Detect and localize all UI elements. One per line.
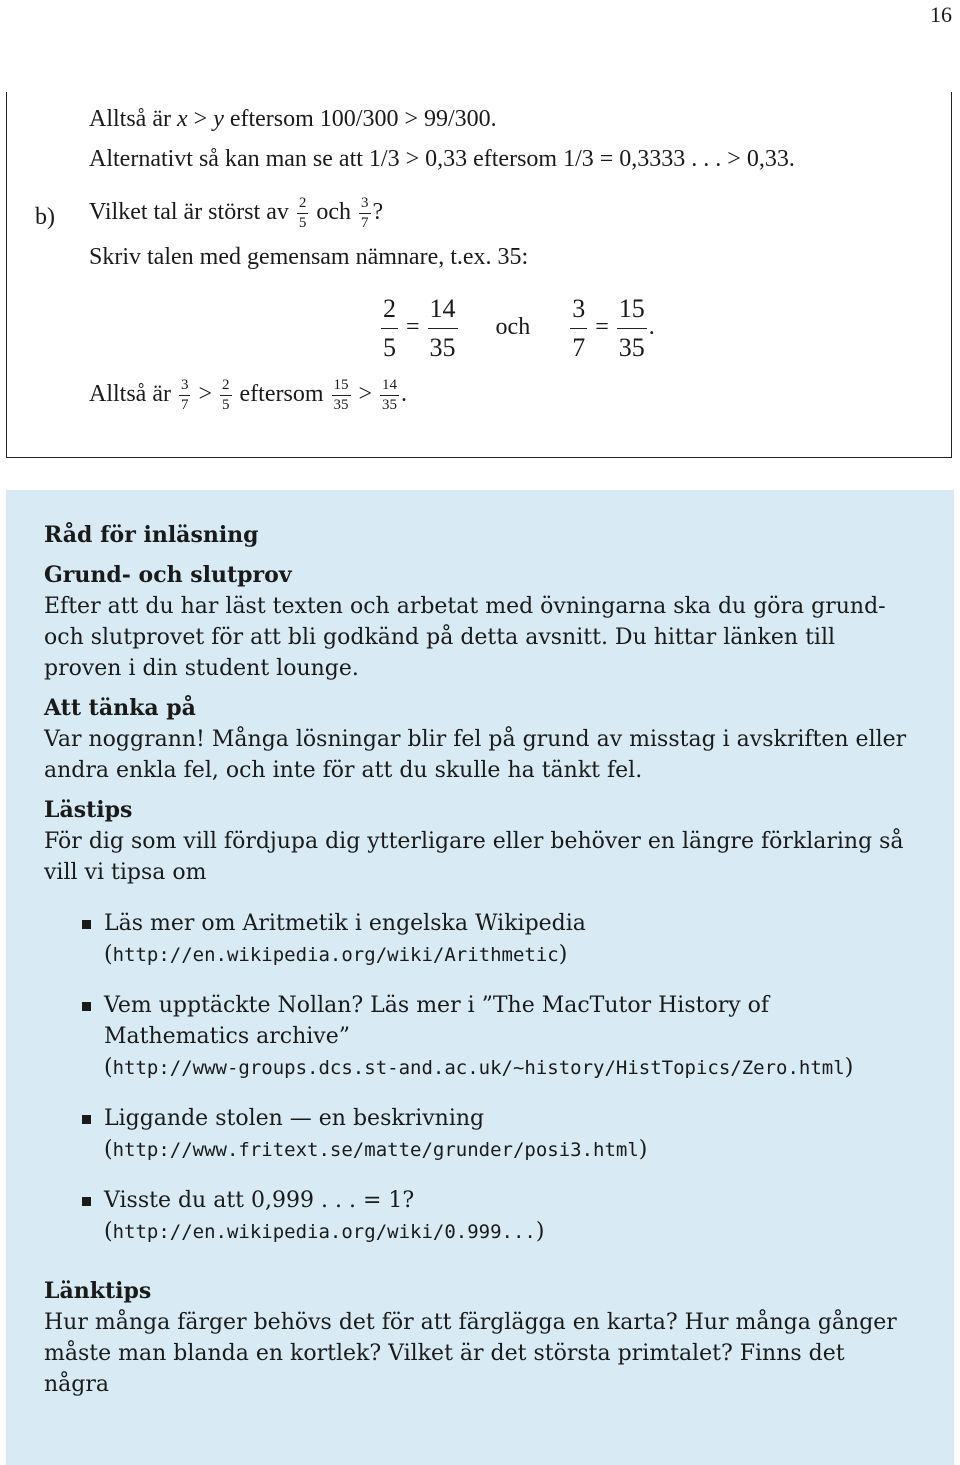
- fraction: $\frac{3}{7}$: [572, 294, 586, 362]
- fraction: $\frac{15}{35}$: [333, 377, 349, 413]
- text-och: och: [495, 314, 531, 341]
- equals-sign: =: [595, 314, 609, 341]
- equals-sign: =: [406, 314, 420, 341]
- var-y: y: [213, 106, 224, 132]
- reading-tips-list: [44, 908, 916, 1248]
- text: Alltså är: [89, 106, 177, 132]
- conclusion-line: [89, 378, 407, 413]
- tip-text: Vem upptäckte Nollan? Läs mer i ”The MacTutor History of Mathematics archive”: [104, 993, 770, 1049]
- fraction: $\frac{2}{5}$: [383, 294, 396, 362]
- hint-line: Skriv talen med gemensam nämnare, t.ex. 35:: [89, 244, 529, 270]
- section-heading-reading: Lästips: [44, 797, 133, 823]
- bullet-square-icon: [82, 1115, 91, 1124]
- list-item: Liggande stolen — en beskrivning (http://www.fritext.se/matte/grunder/posi3.html): [104, 1103, 916, 1166]
- list-item: Läs mer om Aritmetik i engelska Wikipedia (http://en.wikipedia.org/wiki/Arithmetic): [104, 908, 916, 971]
- section-text-links: Hur många färger behövs det för att färglägga en karta? Hur många gånger måste man blanda en kortlek? Vilket är det största primtalet? Finns det några: [44, 1310, 897, 1397]
- section-heading-think: Att tänka på: [44, 695, 196, 721]
- var-x: x: [176, 106, 188, 132]
- solution-line-1: [89, 106, 497, 133]
- section-text-reading: För dig som vill fördjupa dig ytterligare eller behöver en längre förklaring så vill vi tipsa om: [44, 829, 904, 885]
- text: >: [192, 381, 219, 408]
- list-item: Visste du att 0,999 . . . = 1? (http://en.wikipedia.org/wiki/0.999...): [104, 1185, 916, 1248]
- section-heading-exam: Grund- och slutprov: [44, 562, 292, 588]
- fraction: $\frac{14}{35}$: [429, 294, 456, 362]
- text: .: [401, 381, 408, 408]
- bullet-square-icon: [82, 920, 91, 929]
- part-b-label: b): [35, 204, 55, 230]
- text: >: [187, 106, 214, 132]
- section-heading-links: Länktips: [44, 1278, 152, 1304]
- list-item: Vem upptäckte Nollan? Läs mer i ”The MacTutor History of Mathematics archive” (http://www-groups.dcs.st-and.ac.uk/~history/HistTopics/Zero.html): [104, 990, 916, 1084]
- fraction: $\frac{2}{5}$: [222, 377, 230, 413]
- solution-line-2: Alternativt så kan man se att 1/3 > 0,33 eftersom 1/3 = 0,3333 . . . > 0,33.: [89, 146, 795, 172]
- advice-box: [6, 490, 954, 1465]
- text: och: [310, 199, 357, 226]
- solution-box: [6, 92, 952, 458]
- page-number: 16: [930, 2, 952, 27]
- part-b-question: [89, 196, 383, 231]
- fraction: $\frac{15}{35}$: [618, 294, 645, 362]
- fraction: $\frac{3}{7}$: [361, 195, 369, 231]
- tip-link[interactable]: http://www.fritext.se/matte/grunder/posi3.html: [112, 1139, 639, 1161]
- text: Vilket tal är störst av: [89, 199, 295, 226]
- tip-text: Visste du att 0,999 . . . = 1?: [104, 1188, 415, 1213]
- fraction: $\frac{2}{5}$: [298, 195, 307, 231]
- text: .: [648, 314, 655, 341]
- text: ?: [372, 199, 384, 226]
- tip-link[interactable]: http://en.wikipedia.org/wiki/Arithmetic: [112, 944, 559, 966]
- tip-link[interactable]: http://en.wikipedia.org/wiki/0.999...: [112, 1221, 536, 1243]
- text: Alltså är: [89, 381, 177, 408]
- text: >: [352, 381, 379, 408]
- display-equation: [379, 296, 655, 361]
- tip-text: Läs mer om Aritmetik i engelska Wikipedia: [104, 911, 586, 936]
- advice-title: Råd för inläsning: [44, 522, 259, 548]
- text: eftersom 100/300 > 99/300.: [223, 106, 497, 132]
- text: eftersom: [233, 381, 330, 408]
- bullet-square-icon: [82, 1197, 91, 1206]
- tip-text: Liggande stolen — en beskrivning: [104, 1106, 485, 1131]
- fraction: $\frac{14}{35}$: [382, 377, 398, 413]
- section-text-think: Var noggrann! Många lösningar blir fel på grund av misstag i avskriften eller andra enkla fel, och inte för att du skulle ha tänkt fel.: [44, 727, 907, 783]
- bullet-square-icon: [82, 1002, 91, 1011]
- section-text-exam: Efter att du har läst texten och arbetat med övningarna ska du göra grund- och slutprovet för att bli godkänd på detta avsnitt. Du hittar länken till proven i din student lounge.: [44, 594, 886, 681]
- fraction: $\frac{3}{7}$: [180, 377, 189, 413]
- tip-link[interactable]: http://www-groups.dcs.st-and.ac.uk/~history/HistTopics/Zero.html: [112, 1057, 845, 1079]
